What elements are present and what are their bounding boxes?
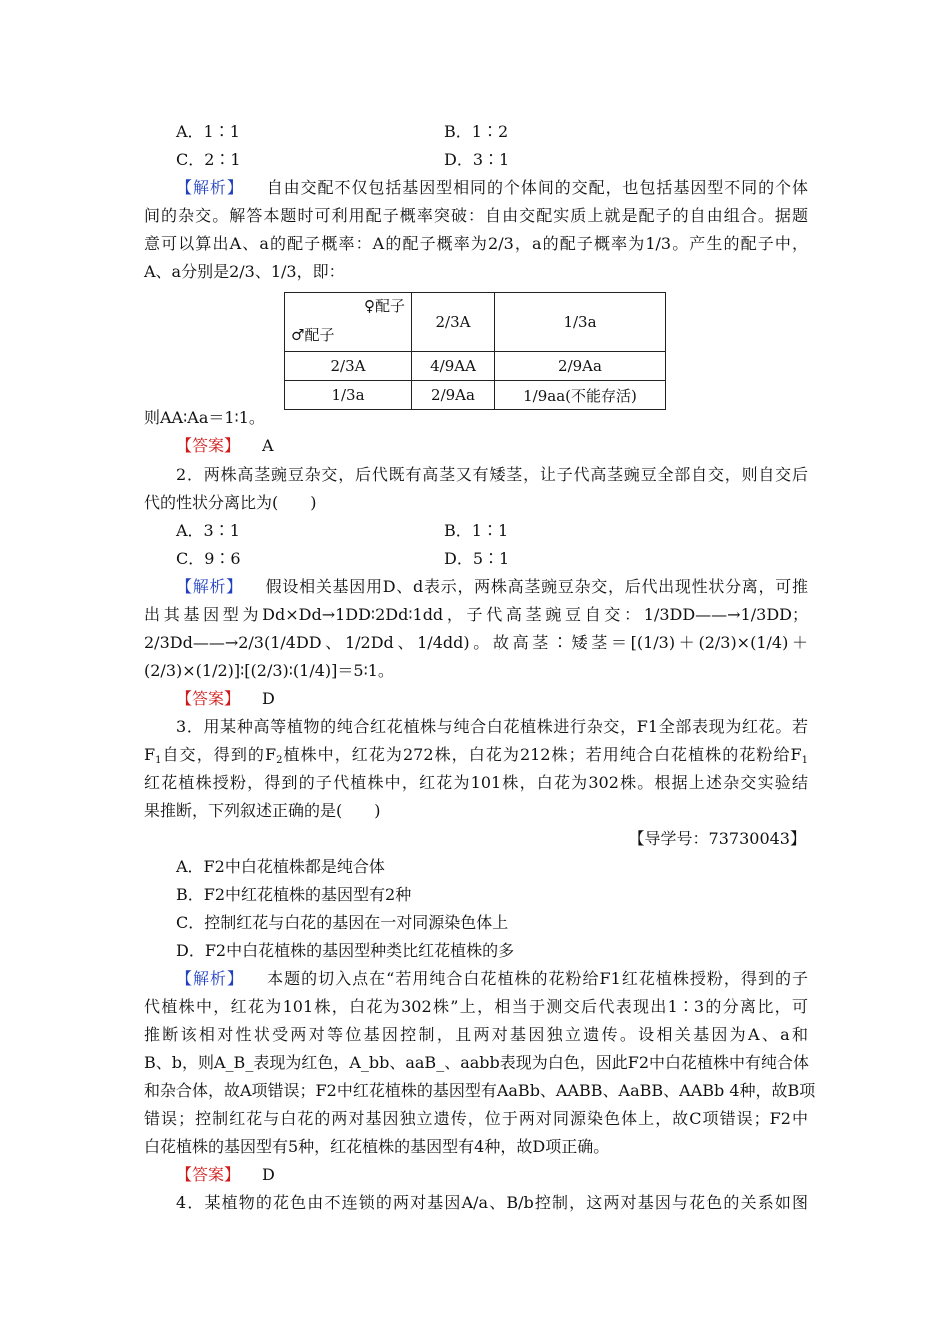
q1-answer: 【答案】 A <box>176 436 274 455</box>
guide-number: 【导学号：73730043】 <box>628 829 806 848</box>
answer-label: 【答案】 <box>176 436 241 455</box>
q3-option-c: C．控制红花与白花的基因在一对同源染色体上 <box>176 913 509 932</box>
q3-option-b: B．F2中红花植株的基因型有2种 <box>176 885 412 904</box>
q1-conclusion: 则AA∶Aa＝1∶1。 <box>144 408 265 427</box>
gamete-table <box>284 292 666 410</box>
table-col-header: 2/3A <box>412 293 495 352</box>
q2-option-b: B．1∶1 <box>444 521 509 540</box>
table-row <box>285 352 666 381</box>
q3-analysis-line-5: 和杂合体，故A项错误；F2中红花植株的基因型有AaBb、AABB、AaBB、AABb 4种，故B项 <box>144 1081 816 1100</box>
q1-option-c: C．2∶1 <box>176 150 241 169</box>
q2-answer: 【答案】 D <box>176 689 275 708</box>
analysis-label: 【解析】 <box>176 178 244 197</box>
female-gamete-header: ♀配子 <box>364 297 405 315</box>
q1-analysis-line-3: 意可以算出A、a的配子概率：A的配子概率为2/3，a的配子概率为1/3。产生的配子中， <box>144 234 808 253</box>
q3-analysis-line-3: 推断该相对性状受两对等位基因控制，且两对基因独立遗传。设相关基因为A、a和 <box>144 1025 808 1044</box>
q1-option-a: A．1∶1 <box>176 122 240 141</box>
q3-analysis-line-4: B、b，则A_B_表现为红色，A_bb、aaB_、aabb表现为白色，因此F2中白花植株中有纯合体 <box>144 1053 810 1072</box>
table-row-header: 1/3a <box>285 381 412 410</box>
q1-option-b: B．1∶2 <box>444 122 509 141</box>
q2-stem-line-1: 2．两株高茎豌豆杂交，后代既有高茎又有矮茎，让子代高茎豌豆全部自交，则自交后 <box>176 465 808 484</box>
table-cell: 2/9Aa <box>495 352 666 381</box>
q3-stem-line-4: 果推断，下列叙述正确的是( ) <box>144 801 381 820</box>
table-corner-header <box>285 293 412 352</box>
q3-stem-line-3: 红花植株授粉，得到的子代植株中，红花为101株，白花为302株。根据上述杂交实验结 <box>144 773 808 792</box>
q2-option-a: A．3∶1 <box>176 521 240 540</box>
q1-analysis-line-2: 间的杂交。解答本题时可利用配子概率突破：自由交配实质上就是配子的自由组合。据题 <box>144 206 808 225</box>
answer-label: 【答案】 <box>176 1165 241 1184</box>
q4-stem-line-1: 4．某植物的花色由不连锁的两对基因A/a、B/b控制，这两对基因与花色的关系如图 <box>176 1193 808 1212</box>
q1-analysis-line-4: A、a分别是2/3、1/3，即： <box>144 262 345 281</box>
table-row-header: 2/3A <box>285 352 412 381</box>
answer-label: 【答案】 <box>176 689 241 708</box>
table-cell: 4/9AA <box>412 352 495 381</box>
table-row <box>285 381 666 410</box>
q2-stem-line-2: 代的性状分离比为( ) <box>144 493 317 512</box>
analysis-label: 【解析】 <box>176 577 243 596</box>
q3-analysis-line-2: 代植株中，红花为101株，白花为302株”上，相当于测交后代表现出1∶3的分离比，可 <box>144 997 808 1016</box>
q2-analysis-line-4: (2/3)×(1/2)]∶[(2/3)∶(1/4)]＝5∶1。 <box>144 661 394 680</box>
q2-analysis-line-1: 【解析】 假设相关基因用D、d表示，两株高茎豌豆杂交，后代出现性状分离，可推 <box>176 577 808 596</box>
q2-option-c: C．9∶6 <box>176 549 241 568</box>
male-gamete-header: ♂配子 <box>291 326 335 344</box>
table-col-header: 1/3a <box>495 293 666 352</box>
q1-option-d: D．3∶1 <box>444 150 510 169</box>
q2-analysis-line-3: 2/3Dd——→2/3(1/4DD、1/2Dd、1/4dd)。故高茎∶矮茎＝[(1/3)＋(2/3)×(1/4)＋ <box>144 633 808 652</box>
q3-option-d: D．F2中白花植株的基因型种类比红花植株的多 <box>176 941 515 960</box>
q3-analysis-line-1: 【解析】 本题的切入点在“若用纯合白花植株的花粉给F1红花植株授粉，得到的子 <box>176 969 808 988</box>
q3-analysis-line-6: 错误；控制红花与白花的两对基因独立遗传，位于两对同源染色体上，故C项错误；F2中 <box>144 1109 808 1128</box>
q3-analysis-line-7: 白花植株的基因型有5种，红花植株的基因型有4种，故D项正确。 <box>144 1137 610 1156</box>
analysis-label: 【解析】 <box>176 969 245 988</box>
q2-analysis-line-2: 出其基因型为Dd×Dd→1DD∶2Dd∶1dd，子代高茎豌豆自交：1/3DD——→1/3DD； <box>144 605 808 624</box>
table-cell: 1/9aa(不能存活) <box>495 381 666 410</box>
q3-stem-line-2: $F_1$自交，得到的$F_2$植株中，红花为272株，白花为212株；若用纯合白花植株的花粉给$F_1$ <box>144 745 808 766</box>
q3-option-a: A．F2中白花植株都是纯合体 <box>176 857 385 876</box>
q2-option-d: D．5∶1 <box>444 549 510 568</box>
q3-stem-line-1: 3．用某种高等植物的纯合红花植株与纯合白花植株进行杂交，F1全部表现为红花。若 <box>176 717 808 736</box>
q3-answer: 【答案】 D <box>176 1165 275 1184</box>
q1-analysis-line-1: 【解析】 自由交配不仅包括基因型相同的个体间的交配，也包括基因型不同的个体 <box>176 178 808 197</box>
table-cell: 2/9Aa <box>412 381 495 410</box>
